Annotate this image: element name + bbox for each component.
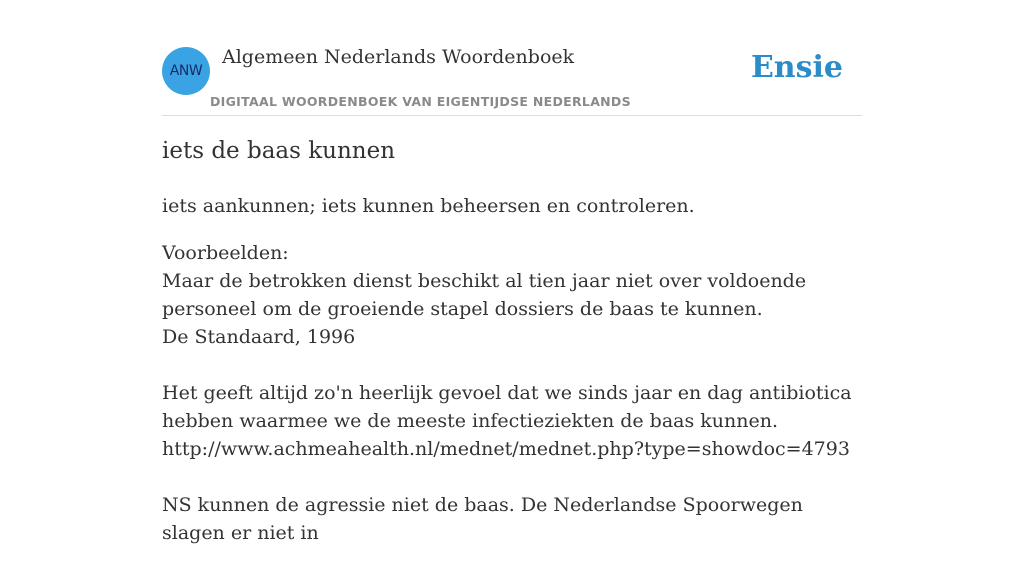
entry-title: iets de baas kunnen (162, 138, 396, 164)
logo-text: ANW (169, 63, 203, 79)
anw-logo[interactable] (162, 47, 210, 95)
example-source: De Standaard, 1996 (162, 326, 356, 348)
site-subtitle: DIGITAAL WOORDENBOEK VAN EIGENTIJDSE NEDERLANDS (210, 94, 631, 109)
example-text: NS kunnen de agressie niet de baas. De Nederlandse Spoorwegen slagen er niet in (162, 494, 803, 544)
example-item (162, 491, 862, 547)
site-header (162, 0, 862, 116)
ensie-brand-logo[interactable]: Ensie (750, 50, 843, 85)
entry-definition: iets aankunnen; iets kunnen beheersen en controleren. (162, 195, 695, 217)
example-item (162, 267, 862, 351)
examples-section (162, 239, 862, 575)
example-source: http://www.achmeahealth.nl/mednet/mednet.php?type=showdoc=4793 (162, 438, 850, 460)
examples-heading: Voorbeelden: (162, 242, 289, 264)
site-title[interactable]: Algemeen Nederlands Woordenboek (222, 46, 575, 68)
example-text: Maar de betrokken dienst beschikt al tien jaar niet over voldoende personeel om de groeiende stapel dossiers de baas te kunnen. (162, 270, 807, 320)
example-text: Het geeft altijd zo'n heerlijk gevoel dat we sinds jaar en dag antibiotica hebben waarmee we de meeste infectieziekten de baas kunnen. (162, 382, 852, 432)
example-item (162, 379, 862, 463)
page (162, 0, 862, 544)
